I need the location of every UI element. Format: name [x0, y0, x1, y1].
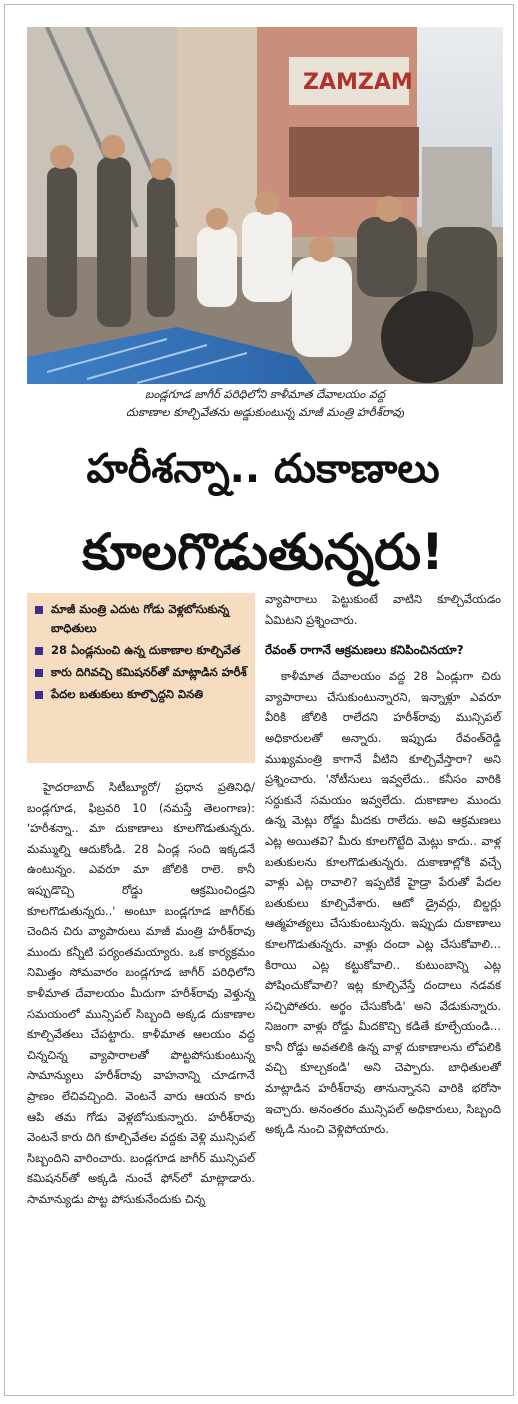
news-photo-illustration: [27, 27, 503, 384]
shop-sign-text: ZAMZAM: [303, 70, 413, 95]
highlight-text: మాజీ మంత్రి ఎదుట గోడు వెళ్లబోసుకున్న బాధితులు: [51, 602, 230, 635]
highlight-text: 28 ఏండ్లనుంచి ఉన్న దుకాణాల కూల్చివేత: [51, 643, 241, 657]
article-subheading: రేవంత్ రాగానే ఆక్రమణలు కనిపించినయా?: [265, 643, 464, 658]
photo-caption-line-2: దుకాణాల కూల్చివేతను అడ్డుకుంటున్న మాజీ మంత్రి హరీశ్‌రావు: [126, 405, 404, 419]
article-paragraph: కాళీమాత దేవాలయం వద్ద 28 ఏండ్లుగా చిరు వ్యాపారాలు చేసుకుంటున్నారని, ఇన్నాళ్లూ ఎవరూ వీరికి జోలికి రాలేదని హరీశ్‌రావు మున్సిపల్ అధికారులతో అన్నారు. ఇప్పుడు రేవంత్‌రెడ్డి ముఖ్యమంత్రి కాగానే వీటిని కూల్చివేస్తారా? అని ప్రశ్నించారు. 'నోటీసులు ఇవ్వలేదు.. కనీసం వారికి సర్దుకునే సమయం ఇవ్వలేదు. దుకాణాల ముందు ఉన్న మెట్లు రోడ్డు మీదకు రాలేదు. అవి ఆక్రమణలు ఎట్ల అయితవి? మీరు కూలగొట్టేది మెట్లు కాదు.. వాళ్ల బతుకులను కూలగొడుతున్నరు. దుకాణాల్లోకి వచ్చే వాళ్లు ఎట్ల రావాలి? ఇప్పటికే హైడ్రా పేరుతో పేదల బతుకులు కూల్చివేశారు. ఆటో డ్రైవర్లు, బిల్డర్లు ఆత్మహత్యలు చేసుకుంటున్నరు. ఇప్పుడు దుకాణాలు కూలగొడుతున్నరు. వాళ్లు దందా ఎట్ల చేసుకోవాలి... కిరాయి ఎట్ల కట్టుకోవాలి.. కుటుంబాన్ని ఎట్ల పోషించుకోవాలి? ఇట్ల కూల్చివేస్తే దందాలు నడవక సచ్చిపోతరు. అర్థం చేసుకోండి' అని వేడుకున్నారు. నిజంగా వాళ్లు రోడ్డు మీదకొచ్చి కడితే కూల్చేయండి... కానీ రోడ్డు అవతలికి ఉన్న వాళ్ల దుకాణాలను లోపలికి వచ్చి కూల్చకండి' అని చెప్పారు. బాధితులతో మాట్లాడిన హరీశ్‌రావు తానున్నానని వారికి భరోసా ఇచ్చారు. అనంతరం మున్సిపల్ అధికారులు, సిబ్బంది అక్కడి నుంచి వెళ్లిపోయారు.: [265, 669, 501, 1137]
square-bullet-icon: [35, 691, 43, 699]
photo-caption-line-1: బండ్లగూడ జాగీర్ పరిధిలోని కాళీమాత దేవాలయం వద్ద: [144, 387, 386, 401]
photo-caption: [27, 385, 503, 421]
article-column-left: [27, 777, 255, 1209]
article-paragraph: హైదరాబాద్ సిటీబ్యూరో/ ప్రధాన ప్రతినిధి/బండ్లగూడ, ఫిబ్రవరి 10 (నమస్తే తెలంగాణ): 'హరీశన్నా.. మా దుకాణాలు కూలగొడుతున్నరు. మమ్ముల్ని ఆదుకోండి. 28 ఏండ్ల సంది ఇక్కడనే ఉంటున్నం. ఎవరూ మా జోలికి రాలె. కానీ ఇప్పుడొచ్చి రోడ్డు ఆక్రమించిండ్రని కూలగొడుతున్నరు..' అంటూ బండ్లగూడ జాగీర్‌కు చెందిన చిరు వ్యాపారులు మాజీ మంత్రి హరీశ్‌రావు ముందు కన్నీటి పర్యంతమయ్యారు. ఒక కార్యక్రమం నిమిత్తం సోమవారం బండ్లగూడ జాగీర్ పరిధిలోని కాళీమాత దేవాలయం మీదుగా హరీశ్‌రావు వెళ్తున్న సమయంలో మున్సిపల్ సిబ్బంది అక్కడ దుకాణాల కూల్చివేతలు చేపట్టారు. కాళీమాత ఆలయం వద్ద చిన్నచిన్న వ్యాపారాలతో పొట్టపోసుకుంటున్న సామాన్యులు హరీశ్‌రావు వాహనాన్ని చూడగానే ప్రాణం లేచివచ్చింది. వెంటనే వారు ఆయన కారు ఆపి తమ గోడు వెళ్లబోసుకున్నారు. హరీశ్‌రావు వెంటనే కారు దిగి కూల్చివేతల వద్దకు వెళ్లి మున్సిపల్ సిబ్బందిని వారించారు. బండ్లగూడ జాగీర్ మున్సిపల్ కమిషనర్‌తో అక్కడి నుంచే ఫోన్‌లో మాట్లాడారు. సామాన్యుడు పొట్ట పోసుకునేందుకు చిన్న: [27, 780, 255, 1206]
square-bullet-icon: [35, 669, 43, 677]
article-column-right: [265, 589, 501, 1140]
newspaper-clipping: [4, 4, 514, 1396]
highlight-text: పేదల బతుకులు కూల్చొద్దని వినతి: [51, 687, 204, 701]
headline-line-2: కూలగొడుతున్నరు!: [82, 523, 444, 581]
highlight-item: [35, 641, 249, 660]
headline-line-1: హరీశన్నా.. దుకాణాలు: [86, 446, 440, 492]
highlights-box: [27, 593, 255, 763]
square-bullet-icon: [35, 647, 43, 655]
news-photo: [27, 27, 503, 384]
highlight-item: [35, 663, 249, 682]
article-paragraph: వ్యాపారాలు పెట్టుకుంటే వాటిని కూల్చివేయడం ఏమిటని ప్రశ్నించారు.: [265, 592, 501, 627]
square-bullet-icon: [35, 606, 43, 614]
highlight-text: కారు దిగివచ్చి కమిషనర్‌తో మాట్లాడిన హరీశ్: [51, 665, 247, 679]
highlight-item: [35, 600, 249, 638]
highlight-item: [35, 685, 249, 704]
